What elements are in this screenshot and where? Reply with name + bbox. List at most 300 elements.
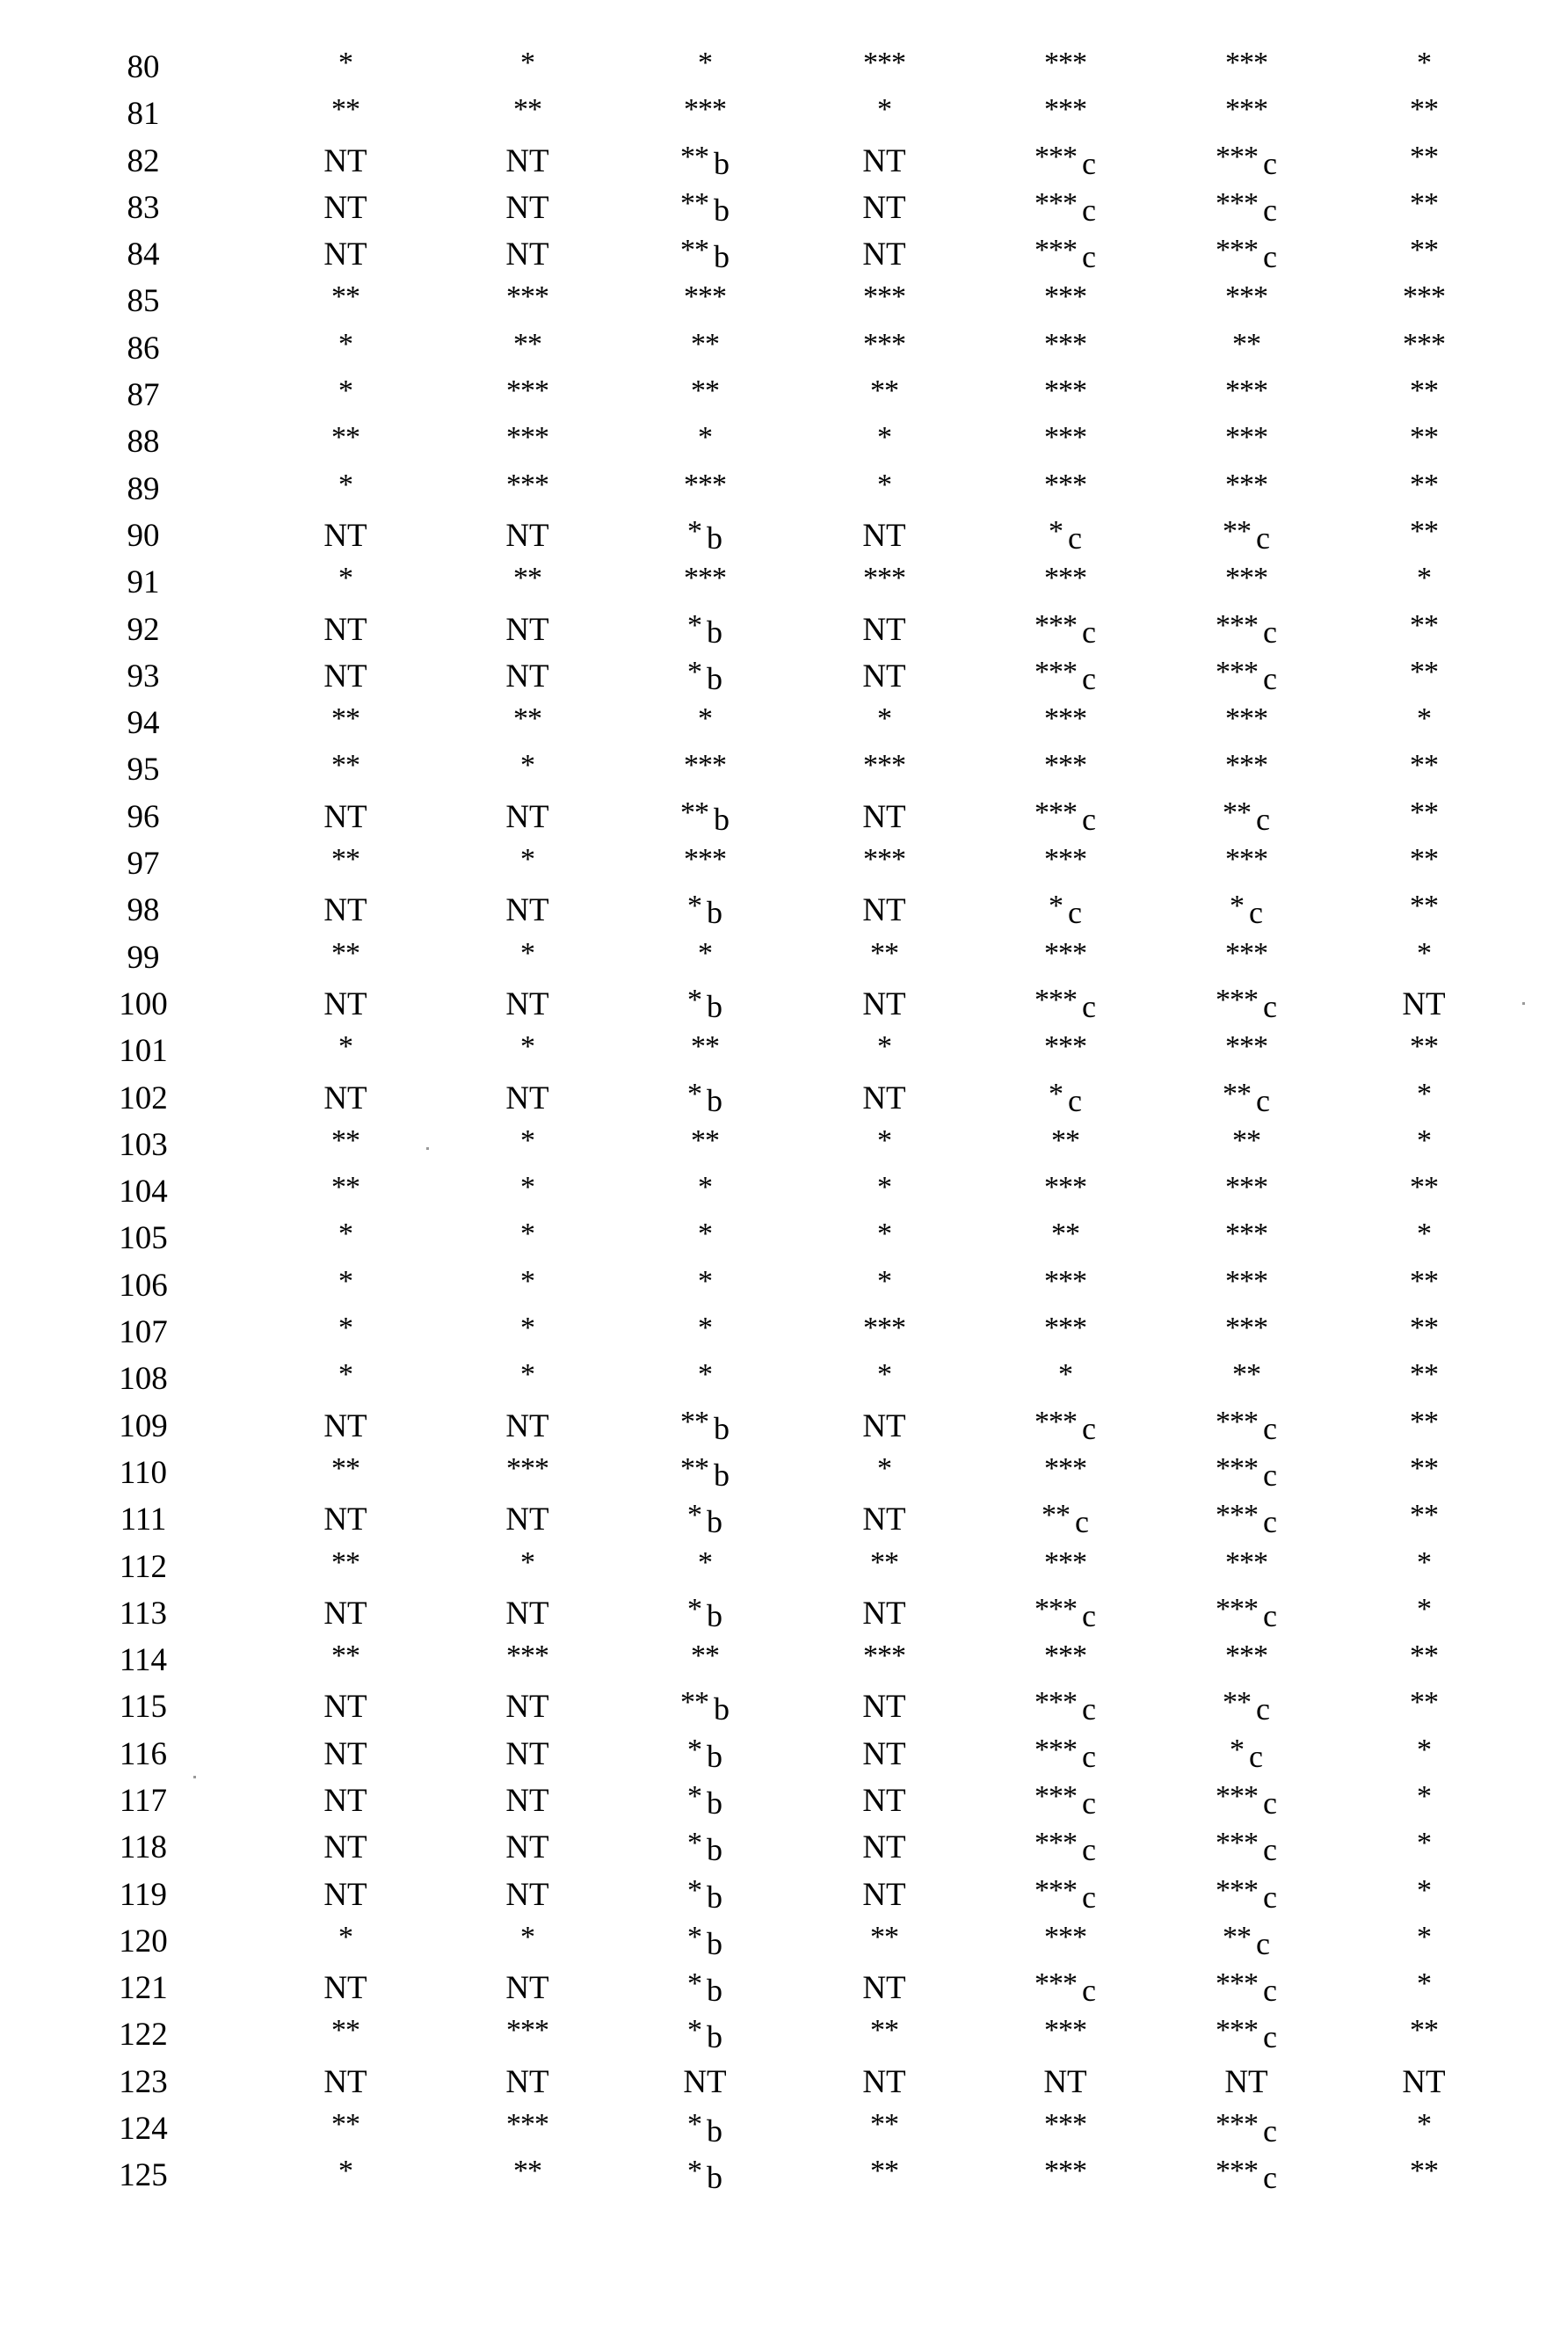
significance-value: ** [1410, 1686, 1438, 1719]
significance-value: ** [1410, 656, 1438, 688]
significance-value: * [687, 1593, 701, 1625]
compound-number-label: 112 [120, 1549, 167, 1585]
significance-value: ** [1410, 609, 1438, 642]
significance-value: ** [1223, 515, 1251, 548]
footnote-marker: b [707, 895, 722, 930]
compound-number-label: 94 [127, 705, 160, 741]
result-cell [617, 2105, 793, 2153]
compound-number-label: 119 [120, 1877, 167, 1913]
result-cell [1336, 1683, 1512, 1731]
footnote-marker: c [1082, 1832, 1096, 1867]
compound-number-label: 92 [127, 612, 160, 648]
result-cell [439, 2011, 615, 2059]
significance-value: *** [863, 280, 905, 313]
result-cell [258, 1683, 433, 1730]
compound-number-label: 96 [127, 799, 160, 835]
result-cell [796, 1168, 972, 1216]
not-tested-label: NT [683, 2064, 726, 2100]
result-cell [258, 231, 433, 278]
result-cell [617, 559, 793, 607]
not-tested-label: NT [1402, 2064, 1445, 2100]
footnote-marker: b [707, 661, 722, 696]
table-row [0, 1778, 1568, 1824]
result-cell [617, 1918, 793, 1966]
significance-value: ** [1410, 234, 1438, 266]
result-cell [977, 887, 1153, 934]
result-cell [1158, 887, 1334, 934]
table-row [0, 1450, 1568, 1496]
result-cell [617, 1168, 793, 1216]
significance-value: ** [513, 702, 541, 735]
result-cell [1336, 1824, 1512, 1872]
compound-number [91, 185, 196, 231]
result-cell [617, 1215, 793, 1262]
not-tested-label: NT [323, 518, 367, 554]
result-cell [796, 1028, 972, 1075]
result-cell [439, 325, 615, 373]
significance-value: ** [331, 702, 359, 735]
compound-number-label: 107 [119, 1314, 168, 1350]
footnote-marker: c [1082, 1880, 1096, 1915]
result-cell [796, 1778, 972, 1824]
not-tested-label: NT [505, 612, 548, 648]
compound-number [91, 1496, 196, 1543]
not-tested-label: NT [323, 1783, 367, 1819]
significance-value: *** [506, 1452, 548, 1485]
significance-value: ** [1410, 374, 1438, 407]
not-tested-label: NT [505, 1596, 548, 1632]
compound-number-label: 109 [119, 1408, 168, 1444]
result-cell [977, 231, 1153, 279]
footnote-marker: c [1263, 1880, 1277, 1915]
result-cell [617, 2152, 793, 2199]
results-table [0, 44, 1568, 2199]
not-tested-label: NT [862, 1080, 905, 1116]
footnote-marker: c [1082, 193, 1096, 228]
footnote-marker: b [714, 802, 730, 837]
significance-value: * [687, 890, 701, 922]
result-cell [439, 1028, 615, 1075]
significance-value: * [687, 1078, 701, 1110]
result-cell [617, 840, 793, 888]
footnote-marker: b [714, 1691, 730, 1727]
result-cell [1336, 1450, 1512, 1497]
compound-number-label: 88 [127, 424, 160, 460]
result-cell [439, 840, 615, 888]
table-row [0, 653, 1568, 700]
footnote-marker: c [1263, 661, 1277, 696]
significance-value: * [698, 1265, 712, 1298]
result-cell [1158, 1122, 1334, 1169]
significance-value: ** [680, 1452, 708, 1485]
compound-number-label: 115 [120, 1689, 167, 1725]
significance-value: * [1417, 1593, 1431, 1625]
result-cell [617, 1683, 793, 1731]
result-cell [1336, 1168, 1512, 1216]
not-tested-label: NT [323, 1080, 367, 1116]
footnote-marker: c [1082, 989, 1096, 1024]
result-cell [439, 1683, 615, 1730]
result-cell [1336, 1403, 1512, 1451]
significance-value: * [687, 1967, 701, 2000]
compound-number [91, 887, 196, 934]
compound-number [91, 1122, 196, 1168]
table-row [0, 1168, 1568, 1215]
result-cell [1158, 1262, 1334, 1310]
significance-value: ** [1410, 1406, 1438, 1438]
not-tested-label: NT [505, 1877, 548, 1913]
result-cell [258, 794, 433, 840]
result-cell [617, 1544, 793, 1591]
footnote-marker: b [714, 1458, 730, 1493]
significance-value: ** [691, 374, 719, 407]
compound-number [91, 607, 196, 653]
footnote-marker: c [1082, 614, 1096, 650]
result-cell [439, 1637, 615, 1684]
result-cell [617, 418, 793, 466]
result-cell [977, 1731, 1153, 1778]
significance-value: *** [506, 421, 548, 454]
compound-number [91, 2152, 196, 2199]
compound-number-label: 97 [127, 846, 160, 882]
significance-value: *** [1225, 421, 1267, 454]
result-cell [796, 607, 972, 653]
significance-value: * [1049, 515, 1063, 548]
result-cell [796, 372, 972, 419]
not-tested-label: NT [862, 1736, 905, 1772]
result-cell [977, 1262, 1153, 1310]
not-tested-label: NT [323, 1736, 367, 1772]
result-cell [258, 700, 433, 747]
significance-value: * [338, 1218, 352, 1250]
result-cell [1336, 325, 1512, 373]
table-row [0, 1637, 1568, 1683]
significance-value: * [1417, 1546, 1431, 1579]
result-cell [439, 1872, 615, 1918]
result-cell [1336, 1309, 1512, 1356]
significance-value: * [687, 1874, 701, 1907]
result-cell [1158, 934, 1334, 982]
footnote-marker: b [707, 1785, 722, 1821]
footnote-marker: c [1263, 1598, 1277, 1633]
not-tested-label: NT [862, 986, 905, 1022]
not-tested-label: NT [323, 1970, 367, 2006]
footnote-marker: b [707, 1832, 722, 1867]
result-cell [977, 2011, 1153, 2059]
not-tested-label: NT [505, 1829, 548, 1865]
table-row [0, 2152, 1568, 2199]
table-row [0, 981, 1568, 1028]
significance-value: ** [331, 280, 359, 313]
significance-value: *** [1216, 1452, 1258, 1485]
significance-value: * [877, 421, 891, 454]
result-cell [617, 2011, 793, 2059]
compound-number-label: 106 [119, 1268, 168, 1304]
not-tested-label: NT [862, 1689, 905, 1725]
result-cell [1158, 1496, 1334, 1544]
result-cell [1158, 840, 1334, 888]
significance-value: * [338, 47, 352, 79]
table-row [0, 1590, 1568, 1637]
result-cell [258, 887, 433, 934]
result-cell [796, 466, 972, 513]
significance-value: *** [1216, 234, 1258, 266]
result-cell [1336, 278, 1512, 325]
significance-value: ** [1223, 1686, 1251, 1719]
significance-value: *** [684, 562, 726, 594]
result-cell [977, 1075, 1153, 1123]
result-cell [796, 840, 972, 888]
table-row [0, 1496, 1568, 1543]
significance-value: *** [1216, 656, 1258, 688]
result-cell [617, 653, 793, 701]
result-cell [1158, 1215, 1334, 1262]
result-cell [1158, 2059, 1334, 2105]
compound-number [91, 44, 196, 91]
result-cell [258, 1544, 433, 1591]
compound-number [91, 653, 196, 700]
result-cell [796, 325, 972, 373]
footnote-marker: c [1082, 802, 1096, 837]
result-cell [977, 513, 1153, 560]
table-row [0, 372, 1568, 418]
footnote-marker: b [707, 2160, 722, 2195]
compound-number [91, 1215, 196, 1262]
result-cell [1158, 700, 1334, 747]
result-cell [977, 2152, 1153, 2199]
result-cell [796, 513, 972, 559]
significance-value: *** [684, 469, 726, 501]
result-cell [796, 1450, 972, 1497]
footnote-marker: b [707, 1880, 722, 1915]
footnote-marker: c [1256, 802, 1270, 837]
significance-value: *** [1034, 234, 1077, 266]
table-row [0, 559, 1568, 606]
significance-value: ** [1410, 515, 1438, 548]
result-cell [439, 278, 615, 325]
result-cell [796, 1496, 972, 1543]
significance-value: *** [1216, 1780, 1258, 1813]
result-cell [439, 372, 615, 419]
table-row [0, 513, 1568, 559]
result-cell [977, 278, 1153, 325]
significance-value: * [687, 1499, 701, 1531]
result-cell [796, 231, 972, 278]
significance-value: *** [1044, 374, 1086, 407]
result-cell [1158, 1544, 1334, 1591]
compound-number-label: 99 [127, 940, 160, 976]
compound-number-label: 93 [127, 658, 160, 694]
significance-value: * [687, 515, 701, 548]
significance-value: * [687, 1734, 701, 1766]
compound-number [91, 372, 196, 418]
result-cell [1158, 185, 1334, 232]
compound-number-label: 101 [119, 1033, 168, 1069]
significance-value: * [1417, 562, 1431, 594]
table-row [0, 840, 1568, 887]
result-cell [617, 138, 793, 185]
result-cell [439, 981, 615, 1028]
compound-number-label: 95 [127, 752, 160, 788]
compound-number-label: 110 [120, 1455, 167, 1491]
result-cell [796, 2059, 972, 2105]
result-cell [1158, 2011, 1334, 2059]
compound-number-label: 123 [119, 2064, 168, 2100]
compound-number-label: 125 [119, 2157, 168, 2193]
significance-value: *** [1216, 984, 1258, 1016]
compound-number [91, 1778, 196, 1824]
significance-value: *** [1044, 1640, 1086, 1672]
compound-number-label: 121 [119, 1970, 168, 2006]
significance-value: *** [1216, 2155, 1258, 2187]
result-cell [977, 2059, 1153, 2105]
result-cell [439, 700, 615, 747]
significance-value: *** [1216, 2108, 1258, 2141]
compound-number [91, 700, 196, 746]
result-cell [1336, 840, 1512, 888]
significance-value: * [1230, 1734, 1244, 1766]
not-tested-label: NT [323, 1408, 367, 1444]
table-row [0, 1544, 1568, 1590]
footnote-marker: c [1263, 1504, 1277, 1539]
significance-value: *** [1216, 187, 1258, 220]
table-row [0, 1872, 1568, 1918]
table-row [0, 2059, 1568, 2105]
result-cell [1158, 653, 1334, 701]
not-tested-label: NT [323, 986, 367, 1022]
result-cell [258, 278, 433, 325]
result-cell [439, 1309, 615, 1356]
significance-value: *** [1034, 1686, 1077, 1719]
compound-number [91, 1168, 196, 1215]
table-row [0, 2105, 1568, 2152]
result-cell [439, 185, 615, 231]
result-cell [977, 607, 1153, 654]
significance-value: *** [506, 1640, 548, 1672]
footnote-marker: c [1263, 2019, 1277, 2054]
compound-number-label: 90 [127, 518, 160, 554]
result-cell [617, 1965, 793, 2012]
compound-number-label: 124 [119, 2111, 168, 2147]
significance-value: *** [1044, 469, 1086, 501]
significance-value: * [687, 1827, 701, 1859]
result-cell [1336, 91, 1512, 138]
result-cell [258, 746, 433, 794]
result-cell [1336, 231, 1512, 279]
significance-value: * [1417, 1124, 1431, 1157]
significance-value: * [338, 562, 352, 594]
significance-value: * [877, 93, 891, 126]
result-cell [258, 2105, 433, 2153]
compound-number [91, 466, 196, 513]
compound-number [91, 1262, 196, 1309]
result-cell [1158, 1824, 1334, 1872]
compound-number [91, 746, 196, 793]
significance-value: ** [331, 749, 359, 782]
significance-value: *** [1044, 937, 1086, 970]
result-cell [1336, 887, 1512, 934]
result-cell [977, 840, 1153, 888]
result-cell [258, 1918, 433, 1966]
compound-number [91, 1356, 196, 1402]
result-cell [258, 1778, 433, 1824]
footnote-marker: c [1082, 239, 1096, 274]
result-cell [439, 1731, 615, 1778]
result-cell [258, 1590, 433, 1637]
not-tested-label: NT [505, 1689, 548, 1725]
significance-value: ** [1410, 469, 1438, 501]
significance-value: * [1058, 1358, 1072, 1391]
compound-number [91, 2059, 196, 2105]
not-tested-label: NT [1402, 986, 1445, 1022]
footnote-marker: b [707, 1926, 722, 1961]
footnote-marker: b [714, 1411, 730, 1446]
result-cell [439, 2105, 615, 2153]
not-tested-label: NT [862, 190, 905, 226]
result-cell [258, 91, 433, 138]
result-cell [439, 418, 615, 466]
footnote-marker: c [1068, 520, 1082, 556]
result-cell [439, 1075, 615, 1122]
result-cell [439, 653, 615, 700]
significance-value: * [338, 1265, 352, 1298]
significance-value: *** [1044, 2155, 1086, 2187]
result-cell [977, 1544, 1153, 1591]
result-cell [796, 1309, 972, 1356]
result-cell [977, 1872, 1153, 1919]
result-cell [617, 44, 793, 91]
result-cell [977, 1356, 1153, 1403]
not-tested-label: NT [323, 1501, 367, 1538]
table-row [0, 185, 1568, 231]
footnote-marker: b [714, 193, 730, 228]
not-tested-label: NT [323, 1689, 367, 1725]
compound-number [91, 559, 196, 606]
result-cell [977, 1496, 1153, 1544]
table-row [0, 1683, 1568, 1730]
significance-value: *** [1034, 609, 1077, 642]
compound-number [91, 1075, 196, 1122]
significance-value: * [1417, 1780, 1431, 1813]
result-cell [977, 1683, 1153, 1731]
significance-value: * [877, 1358, 891, 1391]
result-cell [439, 138, 615, 185]
significance-value: * [687, 656, 701, 688]
significance-value: ** [870, 1921, 898, 1953]
footnote-marker: b [707, 520, 722, 556]
result-cell [1158, 1028, 1334, 1075]
significance-value: ** [680, 796, 708, 829]
footnote-marker: c [1082, 1411, 1096, 1446]
result-cell [1336, 466, 1512, 513]
significance-value: *** [1034, 1874, 1077, 1907]
footnote-marker: b [707, 614, 722, 650]
significance-value: * [698, 702, 712, 735]
result-cell [617, 746, 793, 794]
significance-value: *** [684, 843, 726, 876]
significance-value: *** [1225, 280, 1267, 313]
footnote-marker: c [1082, 1739, 1096, 1774]
not-tested-label: NT [323, 1829, 367, 1865]
result-cell [1336, 607, 1512, 654]
table-row [0, 700, 1568, 746]
compound-number-label: 100 [119, 986, 168, 1022]
not-tested-label: NT [862, 236, 905, 273]
result-cell [1158, 372, 1334, 419]
significance-value: * [1049, 890, 1063, 922]
significance-value: * [687, 609, 701, 642]
result-cell [977, 1450, 1153, 1497]
